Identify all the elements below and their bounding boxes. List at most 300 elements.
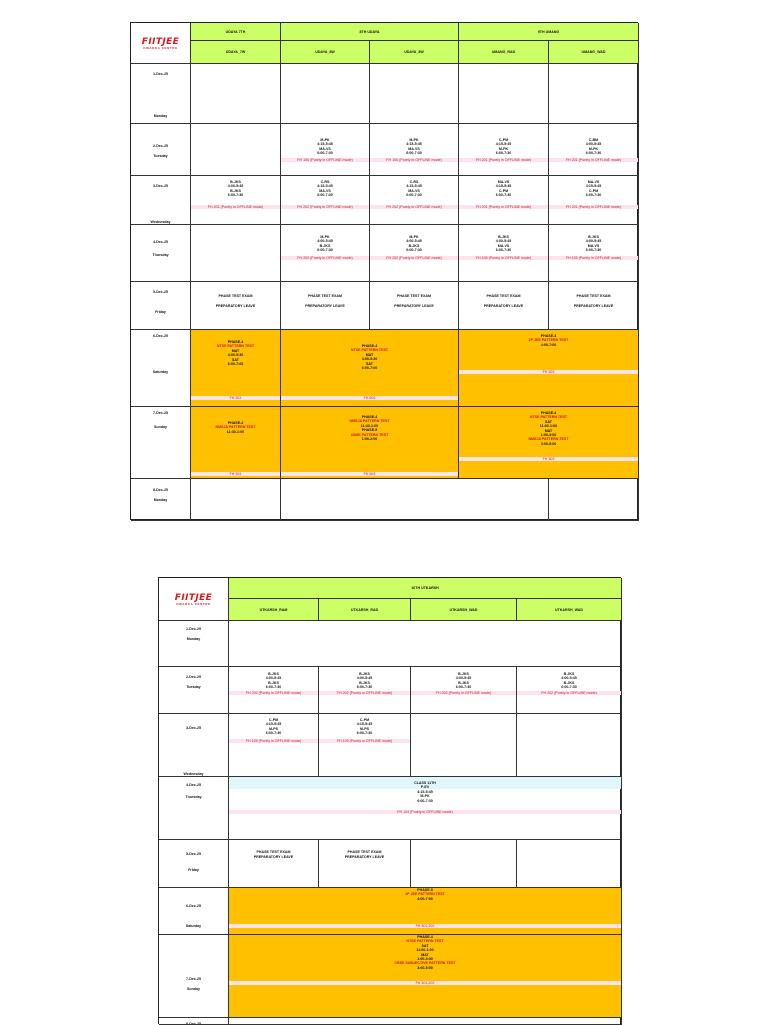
lesson-line: 6:00-7:30 [317,248,333,253]
lesson-line: B-JKS [319,243,331,248]
room-band: FH 202 (Purely in OFFLINE mode) [319,691,410,695]
lesson-lines [370,138,458,156]
lesson-line: B-JKS [268,672,279,676]
lesson-cell [549,124,639,176]
empty-cell [191,64,281,124]
lesson-line: C-RS [320,180,330,184]
day-cell [131,176,191,225]
lesson-line: M-PK [588,146,599,151]
lesson-line: MA-VS [587,180,600,184]
day-date: 4-Dec-25 [153,240,168,244]
lesson-cell [517,667,622,714]
prep-leave-cell [370,282,459,330]
lesson-line: M-PK [409,235,419,239]
lesson-lines [281,235,369,253]
lesson-cell [281,176,370,225]
day-weekday: Sunday [154,425,167,429]
day-weekday: Thursday [185,795,202,799]
room-band: FH 301,202 [229,981,621,985]
lesson-line: MA-VS [497,180,510,184]
lesson-line: 4:15-5:45 [417,789,433,794]
prep-line-2: PREPARATORY LEAVE [344,855,385,859]
lesson-line: 11:30-1:00 [360,423,379,428]
lesson-lines [459,138,548,156]
lesson-lines [281,344,458,370]
lesson-line: B-JKS [230,180,241,184]
lesson-line: 11:30-1:00 [226,429,245,434]
room-band: FH 105 (Purely in OFFLINE mode) [549,256,638,260]
lesson-line: 4:00-5:45 [265,676,282,681]
day-cell [159,667,229,714]
logo-tagline: DWARKA CENTRE [143,45,178,50]
lesson-lines [191,421,280,434]
room-band: FH 105 (Purely in OFFLINE mode) [319,739,410,743]
lesson-line: 6:00-7:30 [455,685,472,690]
room-band: FH 202 (Purely in OFFLINE mode) [281,205,369,209]
lesson-line: 4:15-5:45 [406,142,422,147]
lesson-line: NTSE PATTERN TEST [216,344,255,349]
day-weekday: Tuesday [153,154,168,158]
lesson-line: 4:15-5:45 [495,184,512,189]
lesson-line: B-JKS [458,672,469,676]
lesson-line: 4:15-5:45 [495,142,512,147]
lesson-line: MAT [365,352,374,357]
logo-tagline: DWARKA CENTRE [176,601,211,606]
lesson-line: MAT [231,348,240,353]
day-date: 5-Dec-25 [186,852,201,856]
lesson-line: 4:00-5:45 [317,239,333,244]
lesson-line: 6:00-7:30 [356,685,373,690]
lesson-line: 4:00-5:45 [585,239,602,244]
lesson-line: PHASE-5 [417,888,433,892]
lesson-line: NMSJA PATTERN TEST [215,425,256,430]
lesson-lines [411,672,516,690]
lesson-cell [281,330,459,407]
lesson-cell [229,714,319,777]
lesson-line: PHASE-4 [227,421,244,425]
lesson-line: CBSE PATTERN TEST [350,432,389,437]
lesson-line: P-EV [420,785,430,790]
day-cell [159,621,229,667]
day-cell [159,777,229,840]
lesson-line: C-PM [359,718,370,722]
empty-cell [549,479,639,521]
day-cell [131,124,191,176]
lesson-line: C-PM [498,188,509,193]
lesson-line: 4:00-5:45 [585,142,602,147]
lesson-line: 4:00-5:45 [561,676,577,681]
lesson-lines [281,180,369,198]
room-band: FH 202 (Purely in OFFLINE mode) [370,256,458,260]
lesson-lines [281,138,369,156]
day-weekday: Thursday [152,253,169,257]
prep-leave-cell [319,840,411,888]
lesson-line: 6:00-7:30 [317,151,333,156]
room-band: FH 303 [459,370,638,374]
prep-line-2: PREPARATORY LEAVE [573,304,614,308]
lesson-line: B-JKS [408,243,420,248]
lesson-cell [459,330,639,407]
prep-line-1: PHASE TEST EXAM [218,294,253,298]
prep-line-1: PHASE TEST EXAM [308,294,342,298]
lesson-line: M-PK [420,794,430,799]
lesson-cell [459,176,549,225]
lesson-line: NTSE PATTERN TEST [529,415,568,420]
lesson-line: 1P JEE PATTERN TEST [405,892,445,897]
lesson-line: 6:00-7:30 [356,731,373,736]
lesson-line: 6:00-7:30 [227,193,244,198]
day-cell [159,888,229,935]
lesson-line: 4:00-7:00 [540,342,557,347]
lesson-line: 11:00-1:00 [416,948,434,953]
prep-leave-cell [229,840,319,888]
lesson-line: 6:00-7:00 [227,362,244,367]
lesson-lines [517,672,621,690]
batch-header: UMANG_RAD [459,41,549,64]
lesson-line: M-PK [320,138,330,142]
empty-cell [517,714,622,777]
room-band: FH 201 (Purely in OFFLINE mode) [191,205,280,209]
lesson-cell [229,888,622,935]
day-weekday: Friday [155,310,166,314]
lesson-line: B-JKS [458,680,469,685]
lesson-line: B-JKS [563,680,575,685]
schedule-table-classes-7-9 [130,22,638,520]
lesson-cell [281,124,370,176]
room-band: FH 201 (Purely in OFFLINE mode) [459,205,548,209]
lesson-lines [549,235,638,253]
day-date: 6-Dec-25 [153,334,168,338]
day-weekday: Wednesday [183,772,204,776]
lesson-line: MA-VS [408,146,420,151]
day-date: 8-Dec-25 [153,488,168,492]
day-date: 2-Dec-25 [186,675,201,679]
lesson-line: PHASE-4 [227,340,244,344]
lesson-lines [319,718,410,736]
fiitjee-logo [131,23,191,64]
day-cell [131,330,191,407]
empty-cell [281,479,549,521]
lesson-line: 3:00-5:00 [540,441,557,446]
room-band: FH 201 (Purely in OFFLINE mode) [549,205,638,209]
room-band: FH 303 [459,457,638,461]
lesson-cell [411,667,517,714]
batch-header: UDAYA_8W [281,41,370,64]
lesson-cell [319,667,411,714]
lesson-line: 6:00-7:30 [317,193,333,198]
lesson-cell [229,667,319,714]
prep-leave-cell [459,282,549,330]
room-band: FH 603 [281,396,458,400]
lesson-line: PHASE-4 [540,411,557,415]
prep-line-2: PREPARATORY LEAVE [215,304,256,308]
lesson-line: NTSE PATTERN TEST [350,348,389,353]
prep-line-2: PREPARATORY LEAVE [483,304,524,308]
empty-cell [370,64,459,124]
lesson-line: CLASS 11TH [414,781,436,785]
day-date: 4-Dec-25 [186,783,201,787]
day-date: 1-Dec-25 [153,72,168,76]
lesson-line: B-JKS [230,188,241,193]
lesson-line: 6:00-7:30 [495,248,512,253]
lesson-line: M-PS [269,726,278,731]
lesson-line: B-JKS [359,672,370,676]
lesson-line: PHASE-4 [361,415,378,419]
lesson-line: MA-VS [497,243,510,248]
day-cell [131,64,191,124]
logo-wordmark: FIITJEE [141,36,180,47]
day-date: 8-Dec-25 [186,1022,201,1025]
day-cell [131,282,191,330]
day-weekday: Tuesday [186,685,201,689]
lesson-line: B-JKS [498,235,509,239]
lesson-lines [229,718,318,736]
lesson-cell [191,176,281,225]
room-band: FH 105 (Purely in OFFLINE mode) [459,256,548,260]
prep-line-1: PHASE TEST EXAM [256,850,291,854]
lesson-lines [370,235,458,253]
lesson-line: 1:00-2:00 [361,437,378,442]
lesson-line: 4:00-5:45 [356,676,373,681]
lesson-line: 6:00-7:30 [585,248,602,253]
lesson-line: 4:15-5:45 [265,722,282,727]
empty-cell [549,64,639,124]
lesson-line: 4:00-5:45 [406,239,422,244]
empty-cell [229,621,622,667]
group-header: UDAYA 7TH [191,23,281,41]
lesson-line: B-JKS [588,235,599,239]
day-weekday: Friday [188,868,199,872]
day-cell [131,407,191,479]
lesson-line: 4:00-5:45 [227,184,244,189]
lesson-line: SAT [545,419,552,424]
prep-leave-cell [191,282,281,330]
lesson-line: PHASE-5 [361,428,378,433]
logo-wordmark: FIITJEE [174,592,213,603]
day-date: 1-Dec-25 [186,627,201,631]
lesson-line: 6:00-7:00 [361,366,378,371]
lesson-cell [549,225,639,282]
lesson-lines [459,180,548,198]
batch-header: UTKARSH_RAD [319,599,411,621]
room-band: FH 301 [191,472,280,476]
lesson-cell [281,407,459,479]
lesson-lines [459,334,638,347]
group-header: 9TH UMANG [459,23,639,41]
room-band: FH 106 (Purely in OFFLINE mode) [370,158,458,162]
day-date: 2-Dec-25 [153,144,168,148]
schedule-table-class-10 [158,577,621,1024]
lesson-cell [549,176,639,225]
batch-header: UTKARSH_RAM [229,599,319,621]
lesson-line: 3:00-5:00 [417,965,433,970]
prep-line-2: PREPARATORY LEAVE [394,304,434,308]
fiitjee-logo [159,578,229,621]
empty-cell [411,840,517,888]
room-band: FH 301 [191,396,280,400]
empty-cell [411,714,517,777]
lesson-line: SAT [232,357,239,362]
prep-line-1: PHASE TEST EXAM [347,850,382,854]
room-band: FH 301,202 [229,924,621,928]
lesson-line: MAT [421,952,429,957]
lesson-line: B-JKS [268,680,279,685]
lesson-line: MA-VS [319,188,331,193]
room-band: FH 105 (Purely in OFFLINE mode) [229,739,318,743]
lesson-line: NTSE PATTERN TEST [406,939,444,944]
day-date: 7-Dec-25 [153,411,168,415]
day-weekday: Sunday [187,987,200,991]
lesson-line: M-PK [320,235,330,239]
lesson-line: 4:15-5:45 [317,142,333,147]
prep-line-2: PREPARATORY LEAVE [253,855,294,859]
lesson-line: MA-VS [408,188,420,193]
lesson-line: SAT [366,361,373,366]
day-weekday: Wednesday [150,220,171,224]
lesson-lines [549,180,638,198]
day-date: 3-Dec-25 [186,726,201,730]
lesson-line: 6:00-7:30 [265,731,282,736]
room-band: FH 603 [281,472,458,476]
day-cell [159,714,229,777]
lesson-line: 6:00-7:30 [561,685,577,690]
lesson-line: PHASE-4 [540,334,557,338]
lesson-cell [229,935,622,1018]
day-cell [159,840,229,888]
group-header: 8TH UDAYA [281,23,459,41]
empty-cell [281,64,370,124]
prep-line-1: PHASE TEST EXAM [486,294,521,298]
lesson-cell [370,225,459,282]
lesson-line: 4:15-5:45 [585,184,602,189]
prep-leave-cell [549,282,639,330]
lesson-line: 1:00-3:00 [540,433,557,438]
room-band: FH 202 (Purely in OFFLINE mode) [517,691,621,695]
lesson-line: 6:00-7:30 [406,248,422,253]
lesson-line: 4:00-5:45 [455,676,472,681]
room-band: FH 201 (Purely in OFFLINE mode) [549,158,638,162]
lesson-cell [229,777,622,840]
group-header: 10TH UTKARSH [229,578,622,599]
lesson-cell [319,714,411,777]
lesson-line: 4:00-7:00 [417,896,433,901]
room-band: FH 202 (Purely in OFFLINE mode) [281,256,369,260]
lesson-line: 6:00-7:30 [406,193,422,198]
lesson-line: 4:15-5:45 [317,184,333,189]
lesson-line: 4:00-5:30 [227,353,244,358]
batch-header: UTKARSH_WAD [411,599,517,621]
lesson-line: B-JKS [563,672,575,676]
day-weekday: Monday [153,114,168,118]
lesson-lines [191,180,280,198]
room-band: FH 202 (Purely in OFFLINE mode) [370,205,458,209]
batch-header: UTKARSH_WAD [517,599,622,621]
empty-cell [191,479,281,521]
lesson-line: 4:00-5:45 [495,239,512,244]
lesson-line: 6:00-7:30 [495,193,512,198]
empty-cell [191,124,281,176]
lesson-line: M-PK [409,138,419,142]
prep-line-1: PHASE TEST EXAM [397,294,431,298]
prep-line-1: PHASE TEST EXAM [576,294,611,298]
lesson-cell [459,407,639,479]
day-date: 6-Dec-25 [186,904,201,908]
empty-cell [459,64,549,124]
lesson-line: M-PS [360,726,369,731]
lesson-cell [459,225,549,282]
lesson-cell [191,407,281,479]
lesson-cell [191,330,281,407]
lesson-lines [281,415,458,441]
empty-cell [517,840,622,888]
lesson-line: C-PM [268,718,279,722]
lesson-line: M-PK [498,146,509,151]
day-weekday: Monday [186,637,201,641]
lesson-lines [229,888,621,901]
lesson-line: 6:00-7:30 [585,151,602,156]
day-date: 5-Dec-25 [153,290,168,294]
lesson-lines [459,235,548,253]
lesson-line: 6:00-7:30 [495,151,512,156]
lesson-line: 1:00-3:00 [417,957,433,962]
lesson-lines [370,180,458,198]
batch-header: UDAYA_8W [370,41,459,64]
lesson-line: 4:00-5:30 [361,357,378,362]
day-weekday: Saturday [185,924,202,928]
day-cell [131,479,191,521]
room-band: FH 202 (Purely in OFFLINE mode) [229,691,318,695]
batch-header: UDAYA_7W [191,41,281,64]
lesson-line: NMSJA PATTERN TEST [349,419,390,424]
lesson-line: C-RS [409,180,419,184]
lesson-line: 1P JEE PATTERN TEST [528,338,569,343]
lesson-line: MA-VS [319,146,331,151]
lesson-line: 6:00-7:30 [585,193,602,198]
lesson-lines [191,340,280,366]
lesson-line: 11:00-1:00 [539,424,558,429]
lesson-cell [370,176,459,225]
lesson-lines [459,411,638,446]
lesson-lines [549,138,638,156]
lesson-line: C-PM [588,188,599,193]
lesson-line: NMSJA PATTERN TEST [528,437,569,442]
lesson-lines [229,781,621,803]
room-band: FH 106 (Purely in OFFLINE mode) [281,158,369,162]
lesson-line: 4:15-5:45 [406,184,422,189]
day-weekday: Monday [153,498,168,502]
lesson-lines [319,672,410,690]
day-weekday: Saturday [152,370,169,374]
lesson-line: 6:00-7:30 [265,685,282,690]
day-date: 3-Dec-25 [153,184,168,188]
day-cell [131,225,191,282]
lesson-line: PHASE-4 [417,935,433,939]
lesson-lines [229,672,318,690]
lesson-cell [281,225,370,282]
room-band: FH 201 (Purely in OFFLINE mode) [459,158,548,162]
room-band: FH 104 (Purely in OFFLINE mode) [229,810,621,814]
lesson-line: CBSE SUBJECTIVE PATTERN TEST [394,961,456,966]
lesson-line: C-BM [588,138,599,142]
lesson-line: B-JKS [359,680,370,685]
room-band: FH 202 (Purely in OFFLINE mode) [411,691,516,695]
lesson-lines [229,935,621,970]
prep-leave-cell [281,282,370,330]
day-cell [159,935,229,1018]
lesson-line: MA-VS [587,243,600,248]
empty-cell [191,225,281,282]
lesson-cell [459,124,549,176]
